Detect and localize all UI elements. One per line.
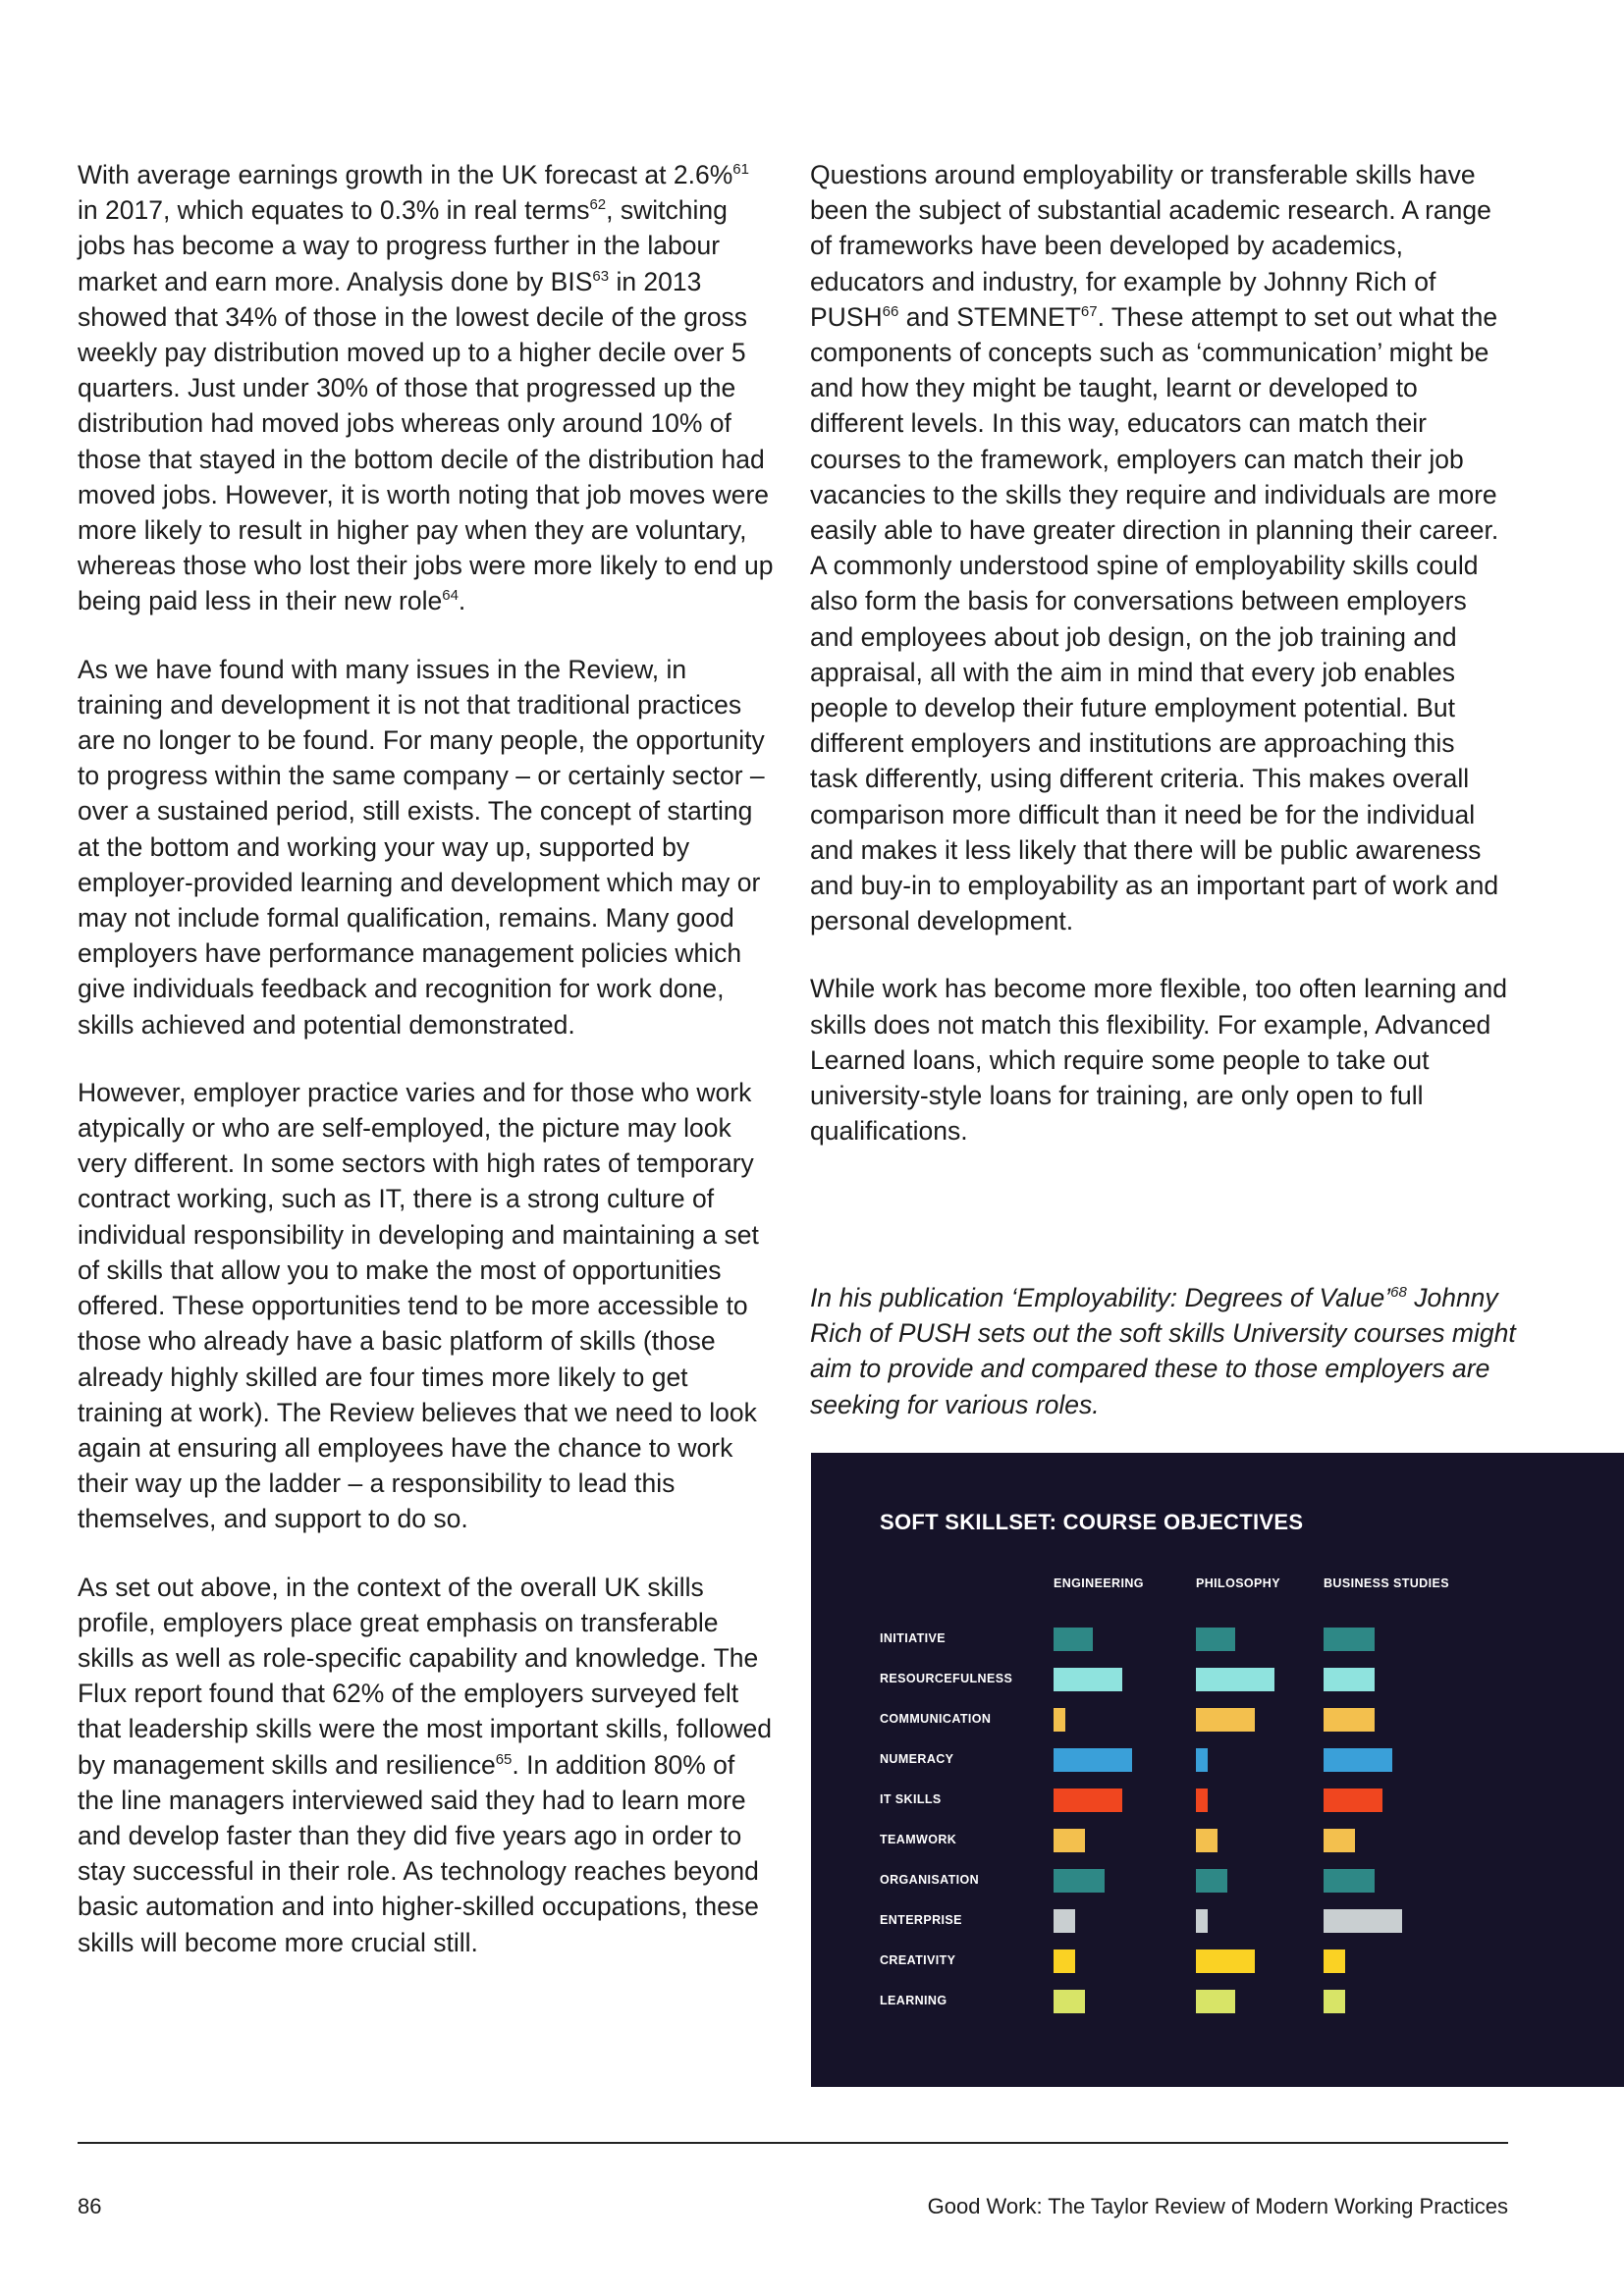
soft-skillset-chart: [811, 1453, 1624, 2087]
footnote-marker: 66: [882, 302, 899, 320]
right-column: [810, 157, 1507, 1181]
bar-business-studies-teamwork: [1324, 1829, 1355, 1852]
bar-engineering-enterprise: [1054, 1909, 1075, 1933]
bar-philosophy-organisation: [1196, 1869, 1227, 1893]
footnote-marker: 68: [1390, 1284, 1407, 1302]
bar-philosophy-it-skills: [1196, 1789, 1208, 1812]
bar-business-studies-learning: [1324, 1990, 1345, 2013]
category-label-it-skills: IT SKILLS: [880, 1792, 942, 1806]
footnote-marker: 63: [592, 267, 610, 285]
body-paragraph: However, employer practice varies and for those who work atypically or who are self-employed, the picture may look very different. In some sectors with high rates of temporary contract working, such as IT, there is a strong culture of individual responsibility in developing and maintaining a set of skills that allow you to make the most of opportunities offered. These opportunities tend to be more accessible to those who already have a basic platform of skills (those already highly skilled are four times more likely to get training at work). The Review believes that we need to look again at ensuring all employees have the chance to work their way up the ladder – a responsibility to lead this themselves, and support to do so.: [78, 1077, 759, 1534]
body-paragraph: As set out above, in the context of the overall UK skills profile, employers place great emphasis on transferable skills as well as role-specific capability and knowledge. The Flux report found that 62% of the employers surveyed felt that leadership skills were the most important skills, followed by management skills and resilience$^{65}$. In addition 80% of the line managers interviewed said they had to learn more and develop faster than they did five years ago in order to stay successful in their role. As technology reaches beyond basic automation and into higher-skilled occupations, these skills will become more crucial still.: [78, 1572, 772, 1957]
bar-business-studies-organisation: [1324, 1869, 1375, 1893]
bar-engineering-communication: [1054, 1708, 1065, 1732]
footnote-marker: 61: [732, 161, 749, 179]
page-number: 86: [78, 2194, 102, 2218]
bar-business-studies-resourcefulness: [1324, 1668, 1375, 1691]
bar-philosophy-numeracy: [1196, 1748, 1208, 1772]
publication-title: Good Work: The Taylor Review of Modern Working Practices: [927, 2194, 1508, 2218]
chart-title: SOFT SKILLSET: COURSE OBJECTIVES: [880, 1510, 1304, 1534]
bar-business-studies-it-skills: [1324, 1789, 1382, 1812]
series-header-philosophy: PHILOSOPHY: [1196, 1576, 1280, 1590]
left-column: [78, 157, 775, 1993]
body-paragraph: As we have found with many issues in the Review, in training and development it is not that traditional practices are no longer to be found. For many people, the opportunity to progress within the same company – or certainly sector – over a sustained period, still exists. The concept of starting at the bottom and working your way up, supported by employer-provided learning and development which may or may not include formal qualification, remains. Many good employers have performance management policies which give individuals feedback and recognition for work done, skills achieved and potential demonstrated.: [78, 654, 765, 1040]
bar-philosophy-creativity: [1196, 1949, 1255, 1973]
category-label-numeracy: NUMERACY: [880, 1752, 954, 1766]
category-label-communication: COMMUNICATION: [880, 1712, 992, 1726]
footnote-marker: 62: [589, 196, 607, 214]
bar-philosophy-teamwork: [1196, 1829, 1218, 1852]
chart-caption: In his publication ‘Employability: Degrees of Value’$^{68}$ Johnny Rich of PUSH sets out the soft skills University courses might aim to provide and compared these to those employers are seeking for various roles.: [810, 1283, 1516, 1419]
category-label-resourcefulness: RESOURCEFULNESS: [880, 1672, 1013, 1685]
bar-engineering-creativity: [1054, 1949, 1075, 1973]
category-label-initiative: INITIATIVE: [880, 1631, 946, 1645]
category-label-creativity: CREATIVITY: [880, 1953, 956, 1967]
series-header-engineering: ENGINEERING: [1054, 1576, 1144, 1590]
bar-business-studies-enterprise: [1324, 1909, 1402, 1933]
footer-rule: [78, 2142, 1508, 2144]
bar-engineering-learning: [1054, 1990, 1085, 2013]
category-label-learning: LEARNING: [880, 1994, 947, 2007]
bar-philosophy-enterprise: [1196, 1909, 1208, 1933]
bar-philosophy-initiative: [1196, 1628, 1235, 1651]
category-label-organisation: ORGANISATION: [880, 1873, 980, 1887]
footnote-marker: 64: [442, 587, 459, 605]
bar-business-studies-initiative: [1324, 1628, 1375, 1651]
bar-engineering-initiative: [1054, 1628, 1093, 1651]
bar-business-studies-creativity: [1324, 1949, 1345, 1973]
bar-business-studies-numeracy: [1324, 1748, 1392, 1772]
bar-engineering-numeracy: [1054, 1748, 1132, 1772]
series-header-business-studies: BUSINESS STUDIES: [1324, 1576, 1449, 1590]
bar-business-studies-communication: [1324, 1708, 1375, 1732]
footnote-marker: 67: [1080, 302, 1098, 320]
body-paragraph: Questions around employability or transferable skills have been the subject of substantial academic research. A range of frameworks have been developed by academics, educators and industry, for example by Johnny Rich of PUSH$^{66}$ and STEMNET$^{67}$. These attempt to set out what the components of concepts such as ‘communication’ might be and how they might be taught, learnt or developed to different levels. In this way, educators can match their courses to the framework, employers can match their job vacancies to the skills they require and individuals are more easily able to have greater direction in planning their career. A commonly understood spine of employability skills could also form the basis for conversations between employers and employees about job design, on the job training and appraisal, all with the aim in mind that every job enables people to develop their future employment potential. But different employers and institutions are approaching this task differently, using different criteria. This makes overall comparison more difficult than it need be for the individual and makes it less likely that there will be public awareness and buy-in to employability as an important part of work and personal development.: [810, 160, 1499, 936]
bar-engineering-it-skills: [1054, 1789, 1122, 1812]
bar-philosophy-communication: [1196, 1708, 1255, 1732]
category-label-enterprise: ENTERPRISE: [880, 1913, 962, 1927]
footnote-marker: 65: [495, 1750, 513, 1768]
body-paragraph: While work has become more flexible, too often learning and skills does not match this flexibility. For example, Advanced Learned loans, which require some people to take out university-style loans for training, are only open to full qualifications.: [810, 974, 1507, 1147]
body-paragraph: With average earnings growth in the UK forecast at 2.6%$^{61}$ in 2017, which equates to 0.3% in real terms$^{62}$, switching jobs has become a way to progress further in the labour market and earn more. Analysis done by BIS$^{63}$ in 2013 showed that 34% of those in the lowest decile of the gross weekly pay distribution moved up to a higher decile over 5 quarters. Just under 30% of those that progressed up the distribution had moved jobs whereas only around 10% of those that stayed in the bottom decile of the distribution had moved jobs. However, it is worth noting that job moves were more likely to result in higher pay when they are voluntary, whereas those who lost their jobs were more likely to end up being paid less in their new role$^{64}$.: [78, 160, 774, 616]
bar-engineering-teamwork: [1054, 1829, 1085, 1852]
bar-engineering-organisation: [1054, 1869, 1105, 1893]
bar-philosophy-learning: [1196, 1990, 1235, 2013]
category-label-teamwork: TEAMWORK: [880, 1833, 957, 1846]
bar-engineering-resourcefulness: [1054, 1668, 1122, 1691]
bar-philosophy-resourcefulness: [1196, 1668, 1274, 1691]
